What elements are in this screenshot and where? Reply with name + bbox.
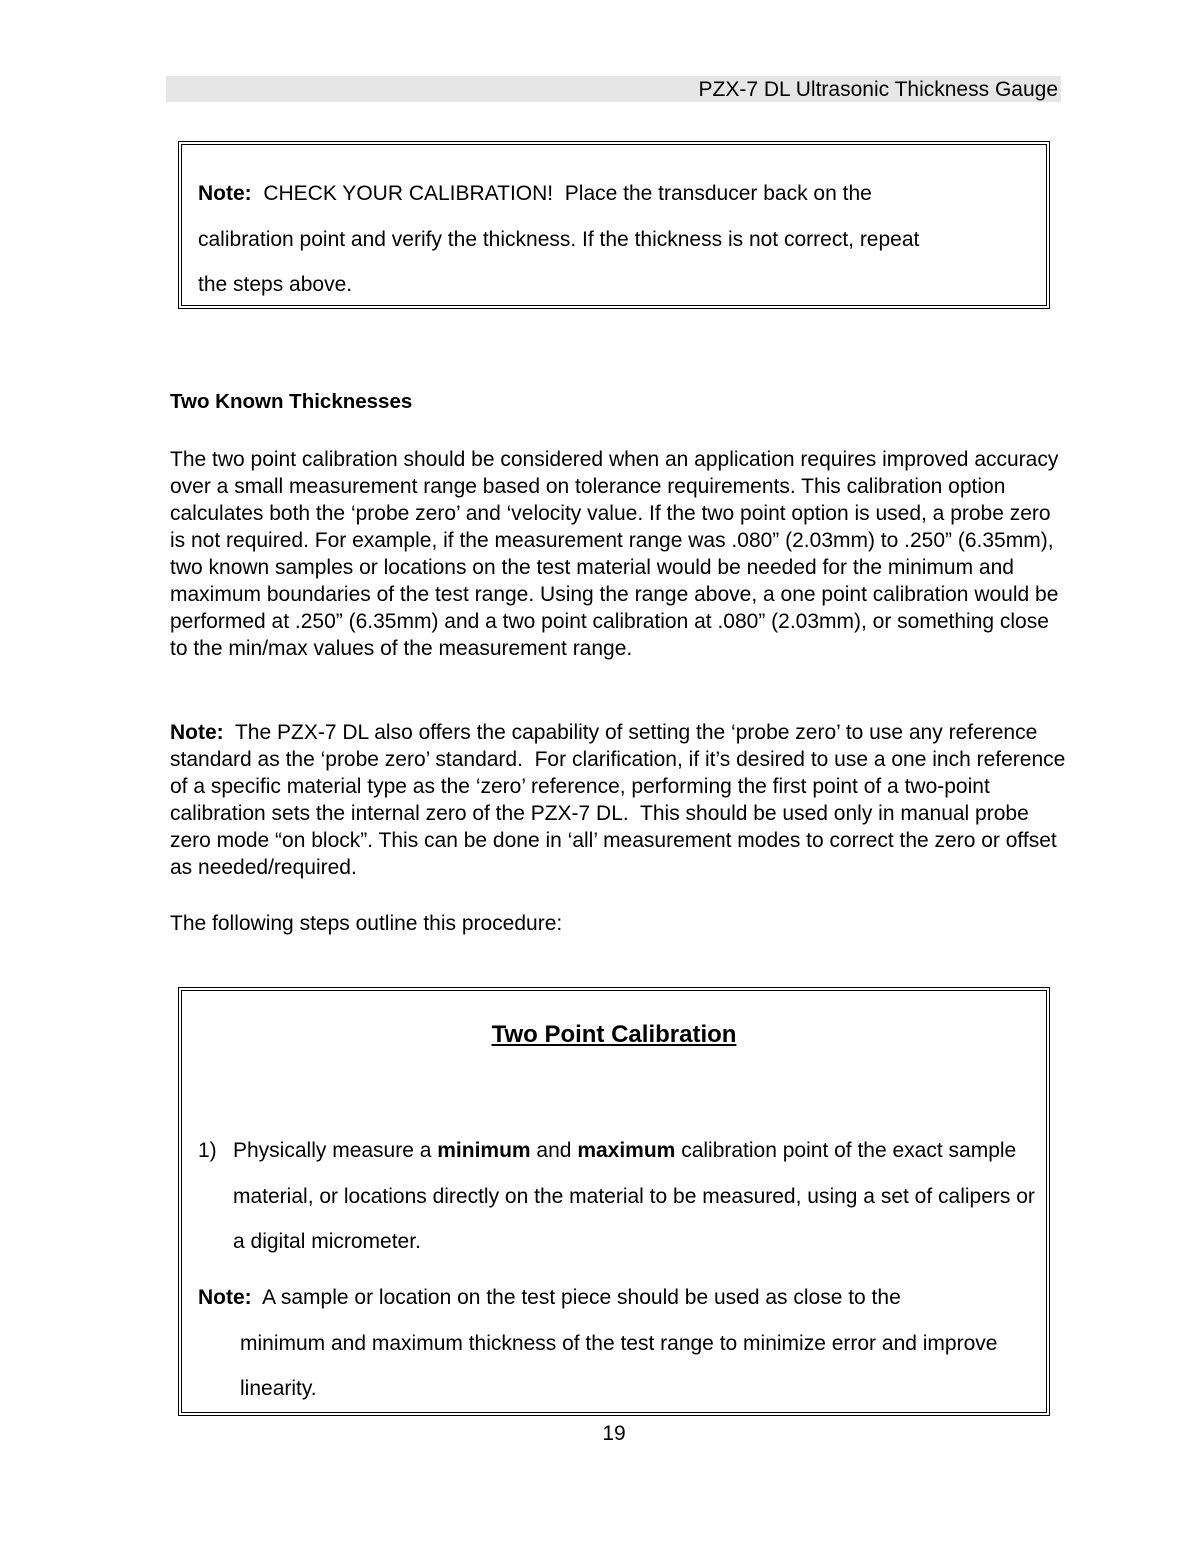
step-number: 1) (198, 1139, 217, 1162)
page-number: 19 (602, 1422, 626, 1445)
two-point-calibration-box (178, 987, 1050, 1416)
note-label: Note: (198, 1286, 252, 1309)
header-title: PZX-7 DL Ultrasonic Thickness Gauge (698, 78, 1058, 101)
note-text: The PZX-7 DL also offers the capability of setting the ‘probe zero’ to use any reference standard as the ‘probe zero’ standard. For clarification, if it’s desired to use a one inch reference of a specific material type as the ‘zero’ reference, performing the first point of a two-point calibration sets the internal zero of the PZX-7 DL. This should be used only in manual probe zero mode “on block”. This can be done in ‘all’ measurement modes to correct the zero or offset as needed/required. (170, 721, 1072, 879)
note-line-2: calibration point and verify the thickness. If the thickness is not correct, repeat (198, 227, 920, 251)
calibration-check-note-box (178, 141, 1050, 309)
steps-intro: The following steps outline this procedure: (170, 912, 563, 935)
step-text-c: calibration point of the exact sample material, or locations directly on the material to be measured, using a set of calipers or a digital micrometer. (233, 1139, 1041, 1253)
probe-zero-note-paragraph (170, 719, 1070, 881)
note-text: A sample or location on the test piece should be used as close to the (251, 1286, 901, 1309)
note-label: Note: (170, 721, 224, 744)
step-text-a: Physically measure a (233, 1139, 438, 1162)
procedure-title: Two Point Calibration (491, 1021, 737, 1048)
step-bold-minimum: minimum (437, 1139, 531, 1162)
procedure-step-1 (198, 1128, 1041, 1265)
procedure-note-first-line (198, 1275, 1036, 1321)
step-text-b: and (530, 1139, 578, 1162)
intro-paragraph: The two point calibration should be considered when an application requires improved accuracy over a small measurement range based on tolerance requirements. This calibration option calculates both the ‘probe zero’ and ‘velocity value. If the two point option is used, a probe zero is not required. For example, if the measurement range was .080” (2.03mm) to .250” (6.35mm), two known samples or locations on the test material would be needed for the minimum and maximum boundaries of the test range. Using the range above, a one point calibration would be performed at .250” (6.35mm) and a two point calibration at .080” (2.03mm), or something close to the min/max values of the measurement range. (170, 448, 1059, 660)
note-line-1 (198, 171, 1030, 217)
note-text-1: CHECK YOUR CALIBRATION! Place the transducer back on the (251, 182, 872, 205)
note-content (198, 171, 1030, 308)
procedure-note-rest: minimum and maximum thickness of the test range to minimize error and improve linearity. (240, 1331, 998, 1400)
page-header (166, 76, 1061, 102)
procedure-note (198, 1275, 1036, 1412)
step-bold-maximum: maximum (577, 1139, 676, 1162)
section-heading: Two Known Thicknesses (170, 390, 413, 413)
note-line-3: the steps above. (198, 273, 353, 296)
note-label: Note: (198, 182, 252, 205)
step-text (233, 1128, 1041, 1265)
